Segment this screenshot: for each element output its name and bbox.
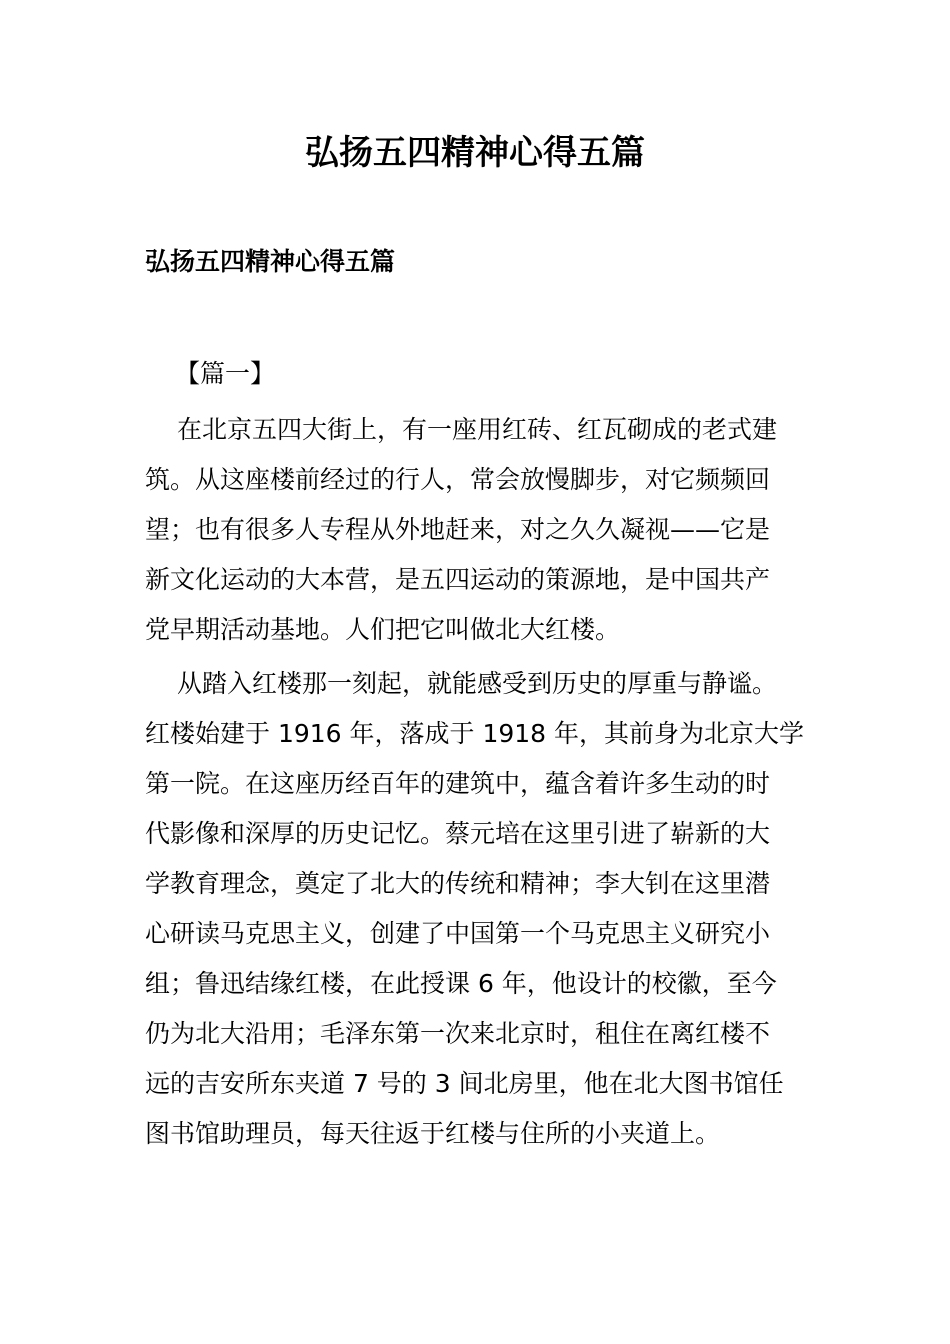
paragraph-line: 图书馆助理员，每天往返于红楼与住所的小夹道上。 <box>145 1119 721 1148</box>
paragraph-line: 第一院。在这座历经百年的建筑中，蕴含着许多生动的时 <box>145 769 771 798</box>
document-subtitle: 弘扬五四精神心得五篇 <box>145 247 396 276</box>
paragraph-line: 新文化运动的大本营，是五四运动的策源地，是中国共产 <box>145 565 771 594</box>
paragraph-2 <box>145 659 805 1159</box>
document-title: 弘扬五四精神心得五篇 <box>305 133 645 173</box>
paragraph-line: 学教育理念，奠定了北大的传统和精神；李大钊在这里潜 <box>145 869 771 898</box>
paragraph-line: 代影像和深厚的历史记忆。蔡元培在这里引进了崭新的大 <box>145 819 771 848</box>
paragraph-line: 党早期活动基地。人们把它叫做北大红楼。 <box>145 615 621 644</box>
paragraph-1 <box>145 405 805 655</box>
paragraph-line: 望；也有很多人专程从外地赶来，对之久久凝视——它是 <box>145 515 771 544</box>
section-label: 【篇一】 <box>175 359 276 388</box>
paragraph-line: 从踏入红楼那一刻起，就能感受到历史的厚重与静谧。 <box>177 669 778 698</box>
paragraph-line: 组；鲁迅结缘红楼，在此授课 6 年，他设计的校徽，至今 <box>145 969 777 998</box>
paragraph-line: 红楼始建于 1916 年，落成于 1918 年，其前身为北京大学 <box>145 719 805 748</box>
paragraph-line: 仍为北大沿用；毛泽东第一次来北京时，租住在离红楼不 <box>145 1019 771 1048</box>
paragraph-line: 远的吉安所东夹道 7 号的 3 间北房里，他在北大图书馆任 <box>145 1069 784 1098</box>
paragraph-line: 筑。从这座楼前经过的行人，常会放慢脚步，对它频频回 <box>145 465 771 494</box>
paragraph-line: 在北京五四大街上，有一座用红砖、红瓦砌成的老式建 <box>177 415 778 444</box>
paragraph-line: 心研读马克思主义，创建了中国第一个马克思主义研究小 <box>145 919 771 948</box>
